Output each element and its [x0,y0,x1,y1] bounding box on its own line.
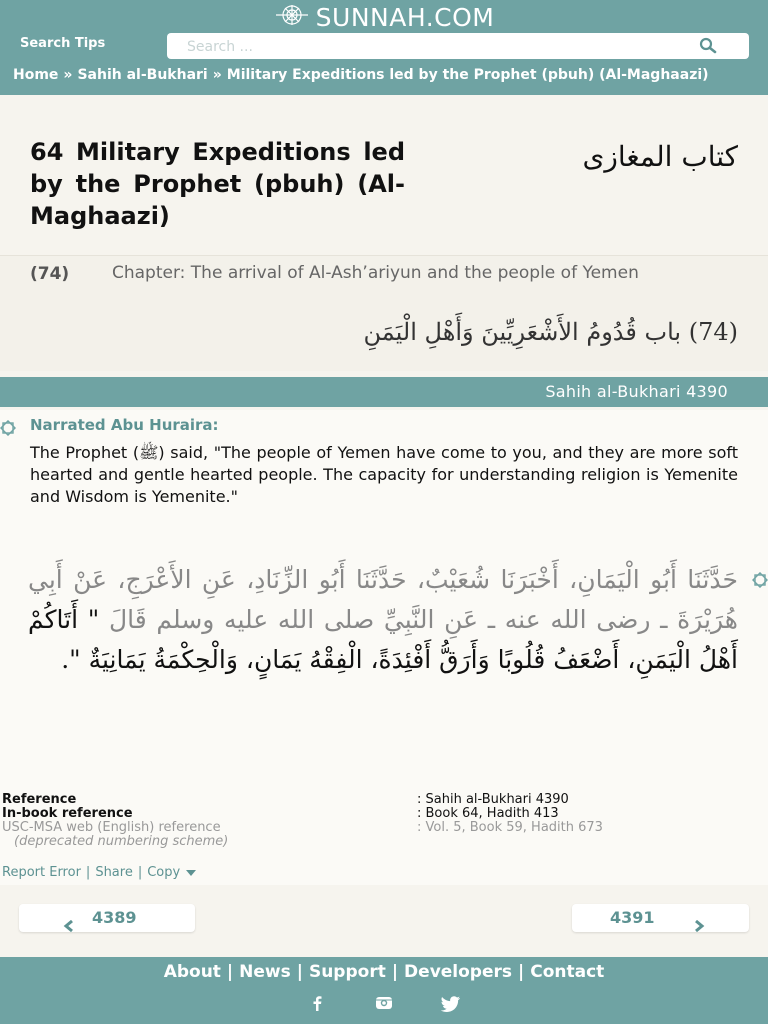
search-box [167,33,749,59]
brand[interactable] [0,2,768,32]
sunnah-logo-icon [274,3,310,33]
divider: | [226,962,234,982]
reference-table [2,793,742,849]
chapter-panel [0,255,768,371]
twitter-icon[interactable] [440,994,462,1012]
hadith-text-en: The Prophet (ﷺ) said, "The people of Yemen have come to you, and they are more soft hearted and gentle hearted people. The capacity for understanding religion is Yemenite and Wisdom is Yemenite." [30,443,738,506]
instagram-icon[interactable] [373,994,395,1012]
reference-row [2,821,742,835]
breadcrumb-home[interactable]: Home [13,67,59,83]
chevron-left-icon [62,913,76,941]
deprecated-note: (deprecated numbering scheme) [14,834,229,849]
reference-value: : Sahih al-Bukhari 4390 [417,792,569,807]
site-header [0,0,768,95]
reference-value: : Vol. 5, Book 59, Hadith 673 [417,820,603,835]
caret-down-icon [186,870,196,876]
divider: | [137,865,143,880]
ornament-icon [0,420,16,436]
footer-news-link[interactable]: News [239,962,291,982]
narrator: Narrated Abu Huraira: [30,416,219,434]
search-tips-link[interactable]: Search Tips [20,36,106,51]
breadcrumb-book: Military Expeditions led by the Prophet (pbuh) (Al-Maghaazi) [226,67,709,83]
search-icon[interactable] [699,37,717,55]
footer-about-link[interactable]: About [163,962,221,982]
footer-developers-link[interactable]: Developers [404,962,513,982]
divider: | [391,962,399,982]
brand-name: SUNNAH.COM [315,3,495,32]
hadith-text-ar [28,560,738,680]
breadcrumb-separator: » [212,67,222,83]
footer-contact-link[interactable]: Contact [530,962,605,982]
copy-label: Copy [147,865,181,880]
hadith-actions [2,865,196,880]
reference-row [2,793,742,807]
book-title-ar: كتاب المغازى [582,140,738,173]
reference-key: USC-MSA web (English) reference [2,820,221,835]
footer-support-link[interactable]: Support [308,962,386,982]
chapter-title-ar: (74) باب قُدُومُ الأَشْعَرِيِّينَ وَأَهْلِ الْيَمَنِ [363,318,738,346]
footer-links [0,962,768,982]
breadcrumb-collection[interactable]: Sahih al-Bukhari [77,67,208,83]
reference-key: In-book reference [2,806,133,821]
divider: | [518,962,525,982]
reference-row [2,807,742,821]
facebook-icon[interactable] [306,994,328,1012]
reference-key: Reference [2,792,77,807]
divider: | [85,865,91,880]
copy-link[interactable] [147,865,196,880]
reference-value: : Book 64, Hadith 413 [417,806,559,821]
hadith-isnad-ar: حَدَّثَنَا أَبُو الْيَمَانِ، أَخْبَرَنَا شُعَيْبٌ، حَدَّثَنَا أَبُو الزِّنَادِ، عَنِ الأَعْرَجِ، عَنْ أَبِي هُرَيْرَةَ ـ رضى الله عنه ـ عَنِ النَّبِيِّ صلى الله عليه وسلم قَالَ [28,565,738,634]
report-error-link[interactable]: Report Error [2,865,81,880]
hadith-reference-bar: Sahih al-Bukhari 4390 [0,377,768,407]
ornament-icon [752,572,768,588]
breadcrumb-separator: » [63,67,73,83]
chapter-title-en: Chapter: The arrival of Al-Ash’ariyun and the people of Yemen [112,263,639,283]
divider: | [296,962,303,982]
next-hadith-label: 4391 [610,908,655,927]
next-hadith-button[interactable] [572,904,749,932]
search-input[interactable] [167,33,709,61]
book-title-en: 64 Military Expeditions led by the Prophet (pbuh) (Al-Maghaazi) [30,138,405,230]
chevron-right-icon [692,913,706,941]
breadcrumb [13,67,768,83]
hadith-matn-ar: " أَتَاكُمْ أَهْلُ الْيَمَنِ، أَضْعَفُ قُلُوبًا وَأَرَقُّ أَفْئِدَةً، الْفِقْهُ يَمَانٍ، وَالْحِكْمَةُ يَمَانِيَةٌ ". [28,605,738,674]
chapter-number: (74) [30,264,70,284]
hadith-card [0,410,768,885]
site-footer [0,957,768,1024]
social-links [0,992,768,1012]
prev-hadith-label: 4389 [92,908,137,927]
share-link[interactable]: Share [95,865,133,880]
prev-hadith-button[interactable] [19,904,195,932]
